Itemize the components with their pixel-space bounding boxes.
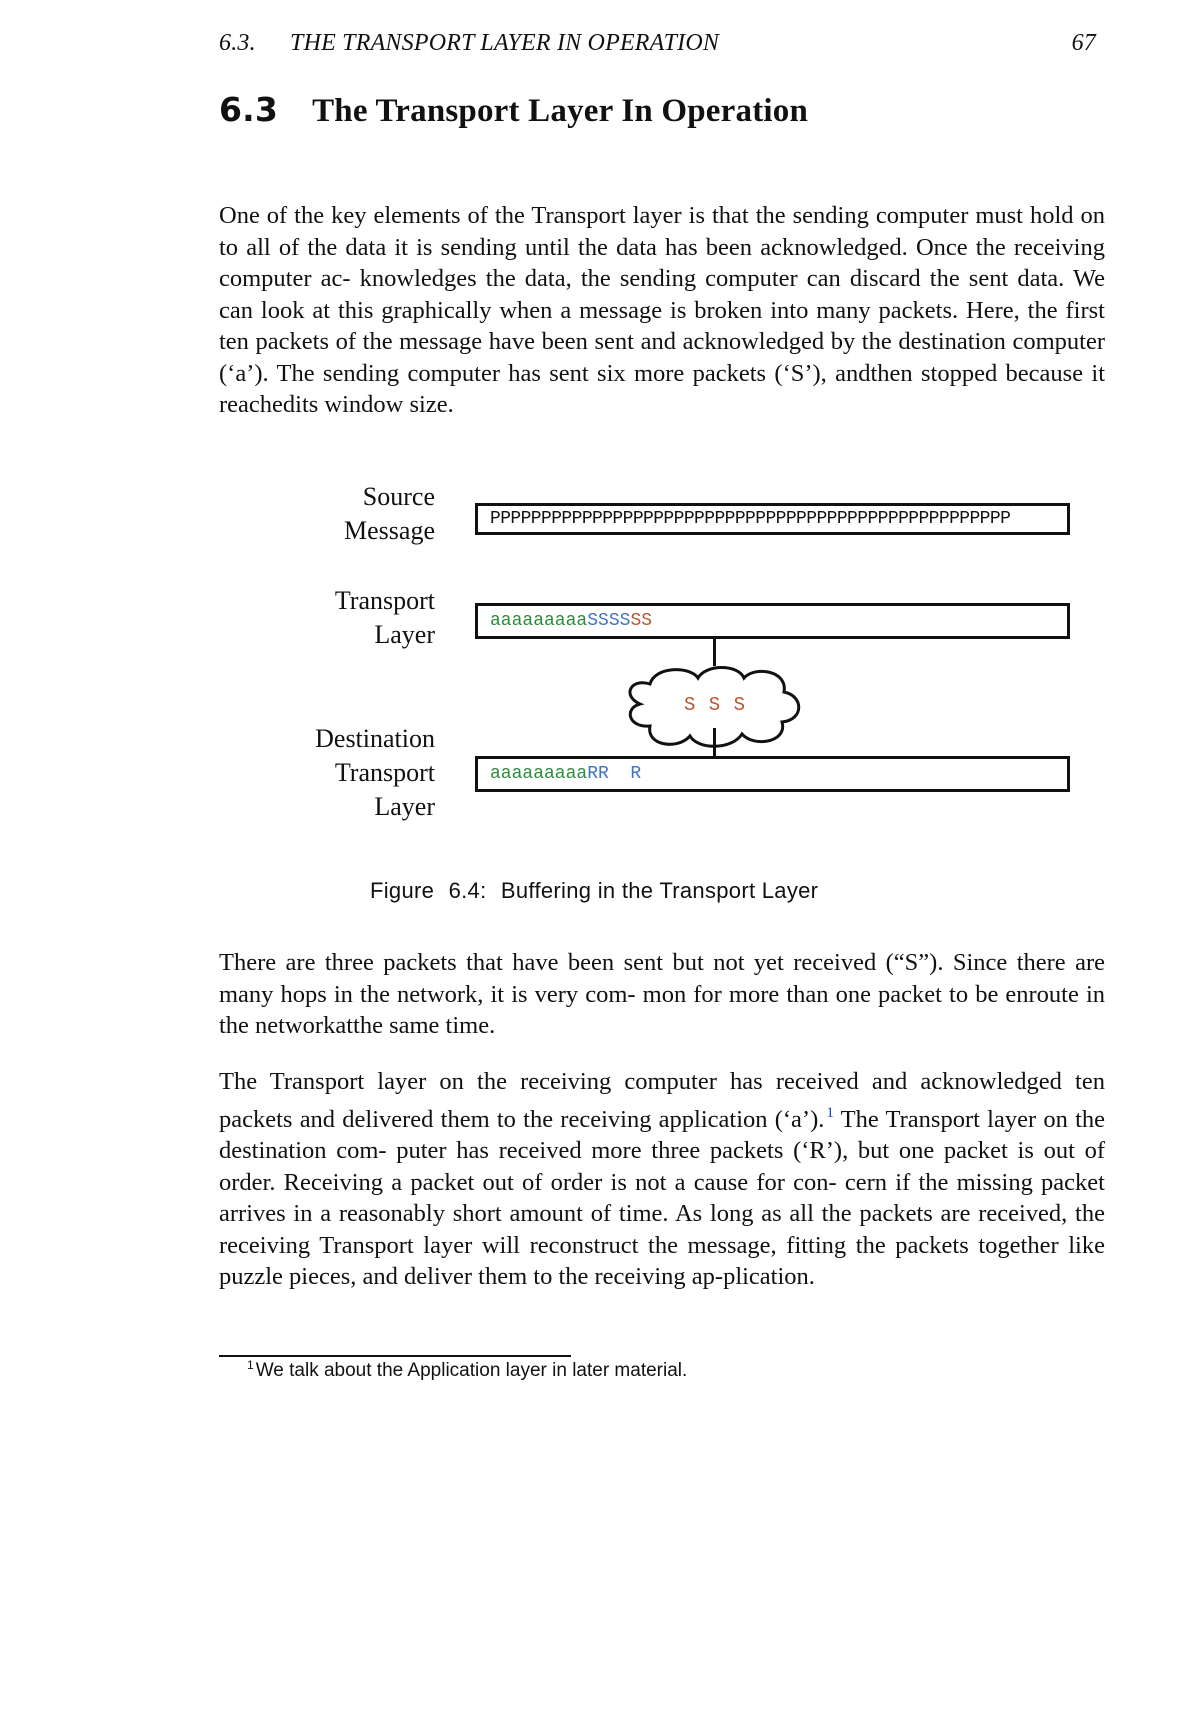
label-destination-transport-layer (280, 722, 435, 824)
footnote-rule (219, 1355, 571, 1357)
label-transport-layer (290, 584, 435, 652)
section-title: The Transport Layer In Operation (312, 93, 808, 129)
running-header (219, 30, 1096, 57)
label-transport-line1: Transport (334, 586, 435, 615)
section-heading (219, 90, 808, 130)
running-header-left (219, 30, 719, 57)
network-packets: S S S (683, 694, 746, 716)
body-paragraph-3 (219, 1066, 1105, 1293)
caption-label: Figure (370, 878, 435, 903)
paragraph-3-part-2: The Transport layer on the destination com- puter has received more three packets (‘R’), but one packet is out of order. Receiving a packet out of order is not a cause for con- cern if the missing packet arrives in a reasonably short amount of time. As long as all the packets are received, the receiving Transport layer will reconstruct the message, fitting the packets together like puzzle pieces, and deliver them to the receiving ap-plication. (219, 1105, 1105, 1290)
footnote-reference[interactable]: 1 (826, 1104, 834, 1121)
destination-transport-box (475, 756, 1070, 792)
dest-acked-packets: aaaaaaaaa (490, 764, 588, 784)
label-transport-line2: Layer (374, 620, 435, 649)
transport-sent-packets-1: SS (587, 611, 609, 631)
label-dest-line2: Transport (334, 758, 435, 787)
paragraph-3-part-1: The Transport layer on the receiving computer has received and acknowledged ten packets and delivered them to the receiving application (‘a’). (219, 1068, 1105, 1133)
source-message-box: PPPPPPPPPPPPPPPPPPPPPPPPPPPPPPPPPPPPPPPPPPPPPPPPPPP (475, 503, 1070, 535)
label-dest-line3: Layer (374, 792, 435, 821)
transport-acked-packets: aaaaaaaaa (490, 611, 588, 631)
connector-line-bottom (713, 728, 716, 758)
label-source-line2: Message (344, 516, 435, 545)
figure-caption (370, 878, 826, 904)
connector-line-top (713, 639, 716, 666)
running-header-section-number: 6.3. (219, 30, 256, 56)
label-source-message (300, 480, 435, 548)
transport-sent-packets-3: SS (630, 611, 653, 631)
running-header-section-title: THE TRANSPORT LAYER IN OPERATION (290, 30, 720, 56)
footnote (247, 1358, 687, 1382)
transport-sent-packets-2: SS (608, 611, 631, 631)
footnote-mark: 1 (247, 1358, 254, 1372)
label-dest-line1: Destination (315, 724, 435, 753)
transport-layer-box (475, 603, 1070, 639)
caption-text: Buffering in the Transport Layer (500, 878, 819, 903)
dest-received-packets: RR R (587, 764, 642, 784)
caption-number: 6.4: (448, 878, 487, 903)
body-paragraph-2: There are three packets that have been sent but not yet received (“S”). Since there are many hops in the network, it is very com- mon for more than one packet to be enroute in the networkatthe same time. (219, 949, 1105, 1039)
section-number: 6.3 (219, 90, 279, 129)
page-number: 67 (1071, 30, 1096, 56)
footnote-text: We talk about the Application layer in later material. (255, 1360, 688, 1381)
label-source-line1: Source (362, 482, 435, 511)
body-paragraph-1: One of the key elements of the Transport layer is that the sending computer must hold on to all of the data it is sending until the data has been acknowledged. Once the receiving computer ac- knowledges the data, the sending computer can discard the sent data. We can look at this graphically when a message is broken into many packets. Here, the first ten packets of the message have been sent and acknowledged by the destination computer (‘a’). The sending computer has sent six more packets (‘S’), andthen stopped because it reachedits window size. (219, 202, 1105, 418)
